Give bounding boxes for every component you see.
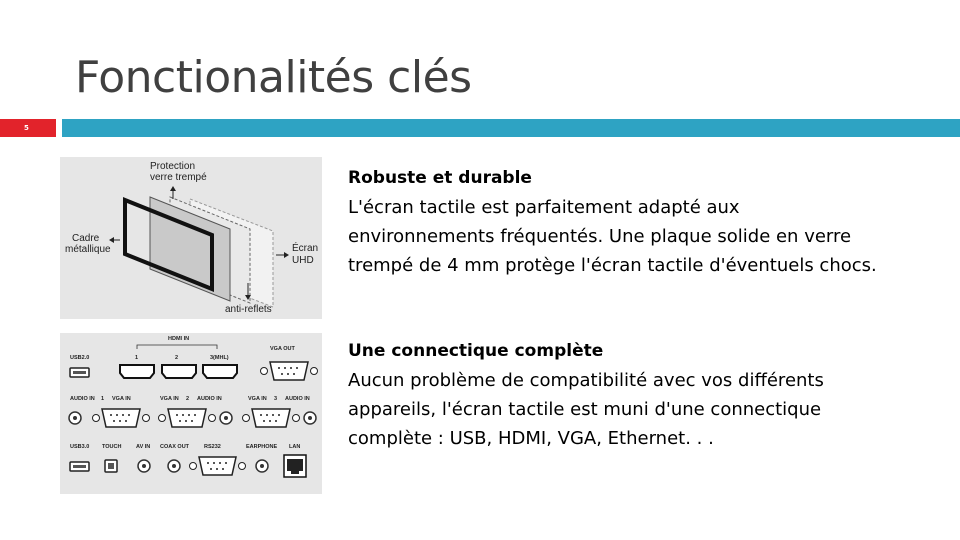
label-lan: LAN (289, 444, 301, 450)
vga-in-1-port (93, 409, 150, 427)
vga-in-2-port (159, 409, 216, 427)
hdmi-bracket (137, 345, 217, 349)
feature-connectivity-line-3: complète : USB, HDMI, VGA, Ethernet. . . (348, 428, 714, 449)
label-hdmi-3: 3(MHL) (210, 355, 229, 361)
label-num-2: 2 (186, 396, 190, 402)
label-earphone: EARPHONE (246, 444, 278, 450)
feature-robustness-line-2: environnements fréquentés. Une plaque solide en verre (348, 226, 852, 247)
arrow-head-cadre (109, 237, 114, 243)
feature-connectivity-line-1: Aucun problème de compatibilité avec vos différents (348, 370, 824, 391)
label-protection-1: Protection (150, 161, 196, 172)
label-usb20: USB2.0 (70, 355, 90, 361)
label-audio-in-2: AUDIO IN (197, 396, 222, 402)
label-vga-in-3: VGA IN (248, 396, 267, 402)
page-title: Fonctionalités clés (75, 52, 472, 103)
label-touch: TOUCH (102, 444, 122, 450)
label-antireflets: anti-reflets (225, 304, 272, 315)
vga-out-port (261, 362, 318, 380)
label-num-3: 3 (274, 396, 278, 402)
accent-bar (62, 119, 960, 137)
hdmi-port-3 (203, 365, 237, 378)
feature-connectivity-line-2: appareils, l'écran tactile est muni d'une connectique (348, 399, 822, 420)
label-av-in: AV IN (136, 444, 151, 450)
label-cadre-1: Cadre (72, 233, 100, 244)
label-coax-out: COAX OUT (160, 444, 190, 450)
label-ecran-2: UHD (292, 255, 314, 266)
feature-robustness (348, 164, 948, 280)
hdmi-port-2 (162, 365, 196, 378)
vga-in-3-port (243, 409, 300, 427)
feature-connectivity (348, 337, 948, 453)
connectors-figure (60, 333, 322, 494)
label-hdmi-1: 1 (135, 355, 139, 361)
feature-robustness-line-3: trempé de 4 mm protège l'écran tactile d'éventuels chocs. (348, 255, 877, 276)
screen-layers-diagram (60, 157, 322, 319)
label-protection-2: verre trempé (150, 172, 207, 183)
lan-port (284, 455, 306, 477)
label-usb30: USB3.0 (70, 444, 90, 450)
rs232-port (190, 457, 246, 475)
label-vga-in-1: VGA IN (112, 396, 131, 402)
label-ecran-1: Écran (292, 243, 319, 254)
label-audio-in-3: AUDIO IN (285, 396, 310, 402)
label-vga-in-2: VGA IN (160, 396, 179, 402)
arrow-head-ecran (284, 252, 289, 258)
label-rs232: RS232 (204, 444, 221, 450)
connectors-diagram (60, 333, 322, 494)
slide-number: 5 (24, 124, 29, 132)
screen-layers-figure (60, 157, 322, 319)
usb20-port-inner (73, 371, 86, 374)
feature-robustness-line-1: L'écran tactile est parfaitement adapté aux (348, 197, 740, 218)
label-audio-in-1: AUDIO IN (70, 396, 95, 402)
label-hdmi-in: HDMI IN (168, 336, 190, 342)
arrow-head-protection (170, 186, 176, 191)
label-cadre-2: métallique (65, 244, 111, 255)
label-hdmi-2: 2 (175, 355, 179, 361)
feature-connectivity-heading: Une connectique complète (348, 341, 604, 361)
label-num-1: 1 (101, 396, 105, 402)
hdmi-port-1 (120, 365, 154, 378)
feature-robustness-heading: Robuste et durable (348, 168, 532, 188)
label-vga-out: VGA OUT (270, 346, 295, 352)
